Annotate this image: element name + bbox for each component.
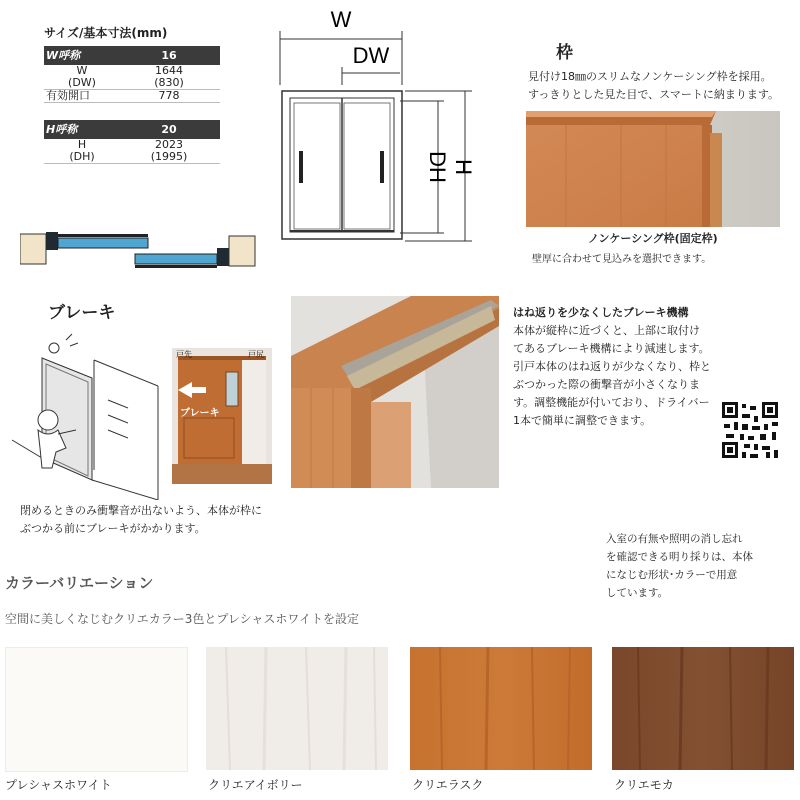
w-row-value: 1644 (830) bbox=[118, 65, 220, 90]
dw-dim-label: DW bbox=[352, 43, 390, 68]
opening-row-label: 有効開口 bbox=[44, 90, 118, 103]
door-tip-label: 戸先 bbox=[176, 350, 192, 359]
spec-table-height bbox=[44, 120, 220, 164]
spec-title: サイズ/基本寸法(mm) bbox=[44, 26, 168, 40]
mechanism-desc-line: ぶつかった際の衝撃音が小さくなりま bbox=[513, 378, 700, 391]
frame-desc-line: すっきりとした見た目で、スマートに納まります。 bbox=[528, 88, 780, 101]
frame-description bbox=[528, 68, 779, 104]
color-variation-title: カラーバリエーション bbox=[5, 574, 154, 592]
color-variation-subtitle: 空間に美しくなじむクリエカラー3色とプレシャスホワイトを設定 bbox=[5, 612, 360, 626]
mechanism-desc-line: 1本で簡単に調整できます。 bbox=[513, 414, 652, 427]
frame-caption: ノンケーシング枠(固定枠) bbox=[588, 232, 718, 245]
mechanism-desc-line: 引戸本体のはね返りが少なくなり、枠と bbox=[513, 360, 711, 373]
swatch-crea-ivory[interactable] bbox=[206, 647, 388, 770]
qr-code-icon[interactable] bbox=[720, 400, 780, 460]
swatch-crea-mocha[interactable] bbox=[612, 647, 794, 770]
brake-title: ブレーキ bbox=[48, 303, 116, 323]
w-row-label: W (DW) bbox=[44, 65, 118, 90]
w-dim-label: W bbox=[330, 7, 352, 32]
plan-section-drawing bbox=[20, 228, 265, 274]
opening-row-value: 778 bbox=[118, 90, 220, 103]
frame-photo bbox=[526, 111, 780, 227]
frame-note: 壁厚に合わせて見込みを選択できます。 bbox=[532, 254, 712, 265]
frame-title: 枠 bbox=[556, 43, 573, 63]
mechanism-desc-line: す。調整機能が付いており、ドライバー bbox=[513, 396, 710, 409]
swatch-label-precious-white: プレシャスホワイト bbox=[5, 778, 112, 792]
spec-table-width bbox=[44, 46, 220, 103]
h-header-label: H呼称 bbox=[44, 120, 118, 139]
swatch-label-crea-mocha: クリエモカ bbox=[614, 778, 674, 792]
window-note bbox=[606, 530, 753, 602]
swatch-crea-rusk[interactable] bbox=[410, 647, 592, 770]
brake-caption bbox=[20, 502, 262, 538]
h-row-label: H (DH) bbox=[44, 139, 118, 164]
brake-arrow-label: ブレーキ bbox=[180, 408, 220, 419]
mechanism-title: はね返りを少なくしたブレーキ機構 bbox=[513, 306, 689, 319]
window-note-line: しています。 bbox=[606, 587, 669, 599]
brake-mechanism-photo bbox=[291, 296, 499, 488]
h-row-value: 2023 (1995) bbox=[118, 139, 220, 164]
swatch-precious-white[interactable] bbox=[5, 647, 188, 772]
door-elevation-diagram bbox=[270, 5, 490, 250]
w-header-label: W呼称 bbox=[44, 46, 118, 65]
window-note-line: になじむ形状･カラーで用意 bbox=[606, 569, 738, 581]
h-dim-label: H bbox=[451, 159, 476, 175]
swatch-label-crea-ivory: クリエアイボリー bbox=[208, 778, 303, 792]
brake-caption-line: 閉めるときのみ衝撃音が出ないよう、本体が枠に bbox=[20, 504, 262, 517]
frame-desc-line: 見付け18㎜のスリムなノンケーシング枠を採用。 bbox=[528, 70, 772, 83]
window-note-line: を確認できる明り採りは、本体 bbox=[606, 551, 753, 563]
w-header-value: 16 bbox=[118, 46, 220, 65]
mechanism-desc-line: てあるブレーキ機構により減速します。 bbox=[513, 342, 710, 355]
h-header-value: 20 bbox=[118, 120, 220, 139]
window-note-line: 入室の有無や照明の消し忘れ bbox=[606, 533, 743, 545]
door-tail-label: 戸尻 bbox=[248, 350, 264, 359]
mechanism-desc-line: 本体が縦枠に近づくと、上部に取付け bbox=[513, 324, 700, 337]
brake-caption-line: ぶつかる前にブレーキがかかります。 bbox=[20, 522, 206, 535]
mechanism-description bbox=[513, 322, 711, 430]
brake-illustration bbox=[8, 330, 168, 500]
dh-dim-label: DH bbox=[425, 151, 450, 183]
swatch-label-crea-rusk: クリエラスク bbox=[412, 778, 484, 792]
